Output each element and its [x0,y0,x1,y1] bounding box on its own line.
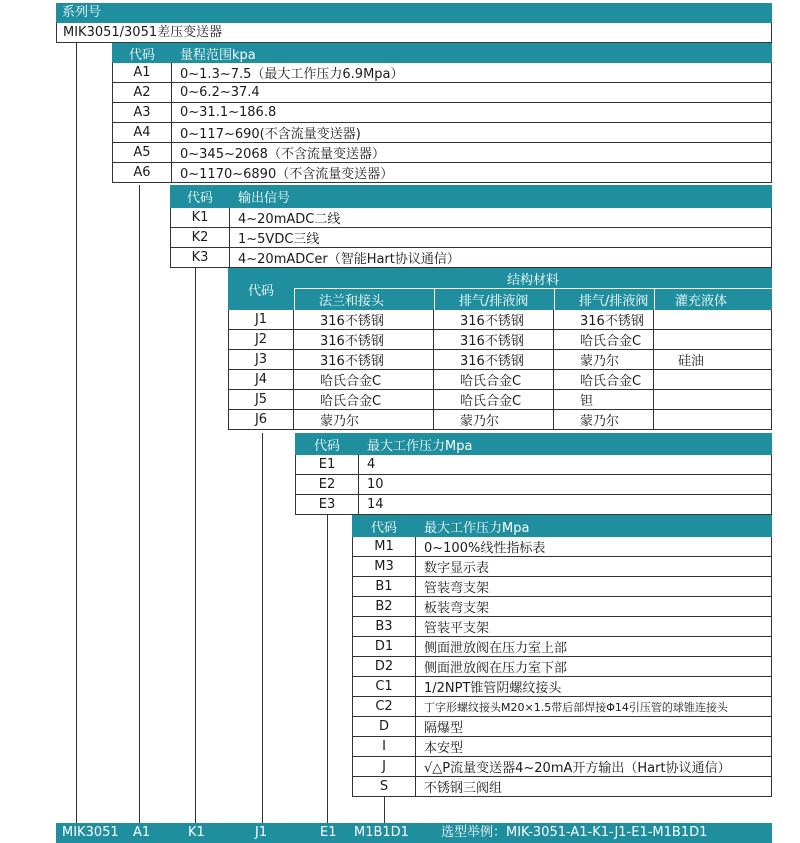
material-row-cell: 蒙乃尔 [434,410,554,430]
material-row-cell: 硅油 [654,350,772,370]
range-row-desc: 0~345~2068（不含流量变送器） [172,143,772,163]
range-row-code: A3 [112,103,172,123]
options-row-desc: 丁字形螺纹接头M20×1.5带后部焊接Φ14引压管的球锥连接头 [416,697,772,717]
material-row-code: J3 [228,350,294,370]
options-row-desc: 管装弯支架 [416,577,772,597]
pressure-row-code: E1 [295,455,359,475]
options-row-code: D2 [352,657,416,677]
material-code-header: 代码 [228,268,294,310]
material-row-cell: 蒙乃尔 [554,350,654,370]
options-row-code: S [352,777,416,797]
material-row-cell [654,310,772,330]
options-row-desc: 侧面泄放阀在压力室上部 [416,637,772,657]
options-row-desc: 0~100%线性指标表 [416,537,772,557]
material-row-cell: 钽 [554,390,654,410]
material-row-cell: 316不锈钢 [434,330,554,350]
pressure-row-code: E2 [295,475,359,495]
options-row-desc: 管装平支架 [416,617,772,637]
range-row-code: A5 [112,143,172,163]
output-code-header: 代码 [170,185,230,208]
options-row-desc: 板装弯支架 [416,597,772,617]
material-row-cell: 316不锈钢 [294,310,434,330]
material-row-code: J2 [228,330,294,350]
pressure-row-desc: 10 [359,475,772,495]
series-header [56,3,772,23]
material-row-code: J4 [228,370,294,390]
material-row-cell: 哈氏合金C [554,330,654,350]
options-row-code: I [352,737,416,757]
material-row-cell: 316不锈钢 [294,330,434,350]
connector-material [262,433,263,823]
range-code-header: 代码 [112,43,172,63]
material-col-header: 法兰和接头 [294,289,434,310]
material-row-cell [654,370,772,390]
connector-options [384,797,385,823]
range-row-code: A4 [112,123,172,143]
series-name: MIK3051/3051差压变送器 [63,25,223,40]
options-row-code: D1 [352,637,416,657]
material-row-cell: 316不锈钢 [434,310,554,330]
material-col-header: 排气/排液阀 [434,289,554,310]
options-row-code: M1 [352,537,416,557]
output-row-desc: 4~20mADCer（智能Hart协议通信） [230,248,772,268]
output-row-code: K2 [170,228,230,248]
pressure-desc-header: 最大工作压力Mpa [359,433,772,455]
footer-bar [56,823,772,843]
footer-example: 选型举例：MIK-3051-A1-K1-J1-E1-M1B1D1 [441,825,708,840]
footer-model: MIK3051 [62,825,119,840]
material-group-header: 结构材料 [294,268,772,289]
output-row-desc: 1~5VDC三线 [230,228,772,248]
range-row-code: A6 [112,163,172,183]
material-row-cell [654,410,772,430]
series-header-label: 系列号 [62,5,102,20]
options-row-code: C2 [352,697,416,717]
options-row-desc: √△P流量变送器4~20mA开方输出（Hart协议通信） [416,757,772,777]
options-desc-header: 最大工作压力Mpa [416,515,772,537]
material-row-code: J1 [228,310,294,330]
options-row-code: J [352,757,416,777]
options-row-desc: 本安型 [416,737,772,757]
connector-model [76,43,77,823]
range-row-code: A2 [112,83,172,103]
output-row-code: K3 [170,248,230,268]
pressure-row-desc: 4 [359,455,772,475]
options-row-desc: 侧面泄放阀在压力室下部 [416,657,772,677]
material-row-cell: 哈氏合金C [434,370,554,390]
footer-e: E1 [320,825,337,840]
options-row-desc: 1/2NPT锥管阴螺纹接头 [416,677,772,697]
material-row-cell: 316不锈钢 [294,350,434,370]
material-row-cell: 蒙乃尔 [294,410,434,430]
material-row-cell [654,330,772,350]
options-row-code: B1 [352,577,416,597]
footer-a: A1 [133,825,151,840]
pressure-row-code: E3 [295,495,359,515]
range-row-desc: 0~6.2~37.4 [172,83,772,103]
material-row-cell: 哈氏合金C [554,370,654,390]
range-row-desc: 0~1.3~7.5（最大工作压力6.9Mpa） [172,63,772,83]
material-row-cell: 316不锈钢 [434,350,554,370]
options-row-desc: 数字显示表 [416,557,772,577]
material-row-cell: 哈氏合金C [294,370,434,390]
material-row-code: J6 [228,410,294,430]
options-row-desc: 不锈钢三阀组 [416,777,772,797]
options-row-code: M3 [352,557,416,577]
connector-range [139,185,140,823]
connector-pressure [327,515,328,823]
range-row-desc: 0~31.1~186.8 [172,103,772,123]
material-row-cell: 哈氏合金C [434,390,554,410]
series-name-row [56,23,772,43]
footer-j: J1 [255,825,268,840]
options-row-code: B3 [352,617,416,637]
pressure-code-header: 代码 [295,433,359,455]
range-row-desc: 0~117~690(不含流量变送器) [172,123,772,143]
material-col-header: 排气/排液阀 [554,289,654,310]
range-desc-header: 量程范围kpa [172,43,772,63]
material-row-cell [654,390,772,410]
output-desc-header: 输出信号 [230,185,772,208]
pressure-row-desc: 14 [359,495,772,515]
options-row-desc: 隔爆型 [416,717,772,737]
range-row-code: A1 [112,63,172,83]
options-code-header: 代码 [352,515,416,537]
options-row-code: D [352,717,416,737]
material-col-header: 灌充液体 [654,289,772,310]
footer-k: K1 [188,825,205,840]
options-row-code: B2 [352,597,416,617]
footer-m: M1B1D1 [354,825,409,840]
range-row-desc: 0~1170~6890（不含流量变送器） [172,163,772,183]
options-row-code: C1 [352,677,416,697]
connector-output [195,268,196,823]
output-row-desc: 4~20mADC二线 [230,208,772,228]
material-row-cell: 蒙乃尔 [554,410,654,430]
material-row-cell: 哈氏合金C [294,390,434,410]
output-row-code: K1 [170,208,230,228]
material-row-code: J5 [228,390,294,410]
material-row-cell: 316不锈钢 [554,310,654,330]
